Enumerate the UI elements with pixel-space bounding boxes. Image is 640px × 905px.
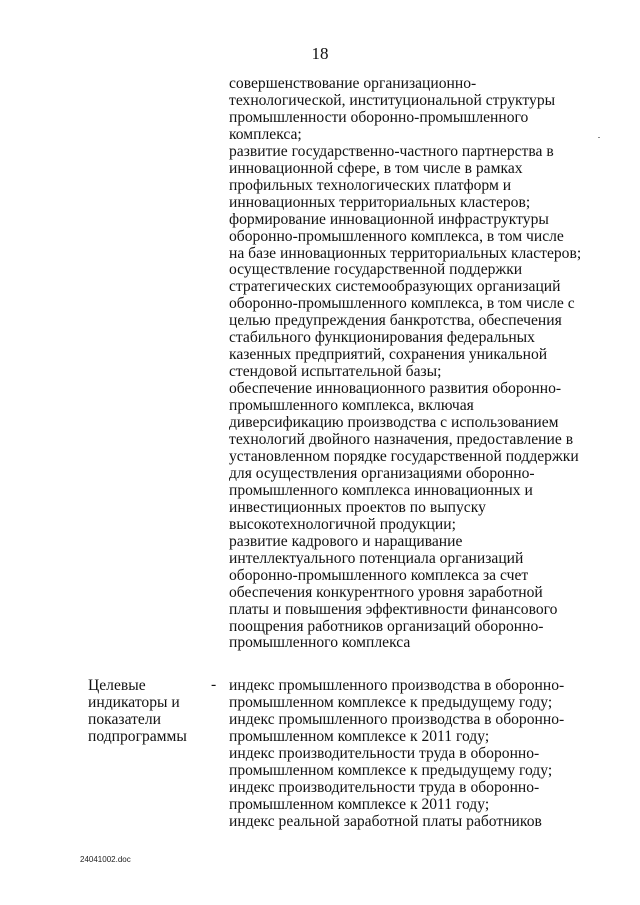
text-line: промышленного комплекса, включая — [229, 397, 474, 415]
text-line: осуществление государственной поддержки — [229, 261, 523, 279]
indicators-text-block — [229, 677, 589, 830]
footer-filename: 24041002.doc — [80, 855, 131, 864]
text-line: установленном порядке государственной поддержки — [229, 447, 579, 465]
text-line: комплекса; — [229, 125, 302, 143]
text-line: промышленном комплексе к предыдущему году; — [229, 762, 553, 779]
text-line: формирование инновационной инфраструктуры — [229, 210, 549, 228]
text-line: индекс реальной заработной платы работников — [229, 813, 542, 830]
text-line: платы и повышения эффективности финансового — [229, 600, 558, 618]
text-line: промышленного комплекса инновационных и — [229, 481, 533, 499]
text-line: развитие кадрового и наращивание — [229, 532, 463, 550]
text-line: технологий двойного назначения, предоставление в — [229, 431, 574, 449]
text-line: на базе инновационных территориальных кластеров; — [229, 244, 582, 262]
label-line: Целевые — [88, 677, 146, 694]
text-line: стабильного функционирования федеральных — [229, 329, 535, 347]
label-line: показатели — [88, 711, 161, 728]
text-line: оборонно-промышленного комплекса за счет — [229, 566, 529, 584]
text-line: поощрения работников организаций оборонно- — [229, 617, 544, 635]
text-line: промышленном комплексе к предыдущему году; — [229, 694, 553, 711]
text-line: профильных технологических платформ и — [229, 176, 512, 194]
label-dash: - — [211, 676, 217, 693]
text-line: интеллектуального потенциала организаций — [229, 549, 524, 567]
text-line: обеспечение инновационного развития оборонно- — [229, 380, 562, 398]
section-label — [88, 677, 218, 745]
text-line: промышленном комплексе к 2011 году; — [229, 796, 490, 813]
text-line: индекс промышленного производства в оборонно- — [229, 711, 565, 728]
text-line: промышленности оборонно-промышленного — [229, 108, 529, 126]
text-line: диверсификацию производства с использованием — [229, 414, 559, 432]
text-line: инвестиционных проектов по выпуску — [229, 498, 486, 516]
scan-speck — [598, 137, 600, 138]
text-line: инновационной сфере, в том числе в рамках — [229, 159, 523, 177]
top-text-block — [229, 76, 589, 652]
text-line: целью предупреждения банкротства, обеспечения — [229, 312, 562, 330]
label-line: индикаторы и — [88, 694, 180, 711]
text-line: индекс производительности труда в оборонно- — [229, 745, 540, 762]
text-line: индекс промышленного производства в оборонно- — [229, 677, 565, 694]
text-line: для осуществления организациями оборонно- — [229, 464, 535, 482]
page-number: 18 — [311, 44, 329, 63]
text-line: казенных предприятий, сохранения уникальной — [229, 346, 548, 364]
text-line: обеспечения конкурентного уровня заработной — [229, 583, 543, 601]
text-line: стратегических системообразующих организаций — [229, 278, 561, 296]
text-line: инновационных территориальных кластеров; — [229, 193, 531, 211]
text-line: промышленного комплекса — [229, 634, 411, 652]
text-line: оборонно-промышленного комплекса, в том числе — [229, 227, 564, 245]
text-line: совершенствование организационно- — [229, 75, 477, 92]
text-line: высокотехнологичной продукции; — [229, 515, 456, 533]
text-line: стендовой испытательной базы; — [229, 363, 442, 381]
text-line: индекс производительности труда в оборонно- — [229, 779, 540, 796]
text-line: технологической, институциональной структуры — [229, 91, 556, 109]
text-line: развитие государственно-частного партнерства в — [229, 142, 554, 160]
label-line: подпрограммы — [88, 728, 187, 745]
text-line: оборонно-промышленного комплекса, в том числе с — [229, 295, 575, 313]
text-line: промышленном комплексе к 2011 году; — [229, 728, 490, 745]
